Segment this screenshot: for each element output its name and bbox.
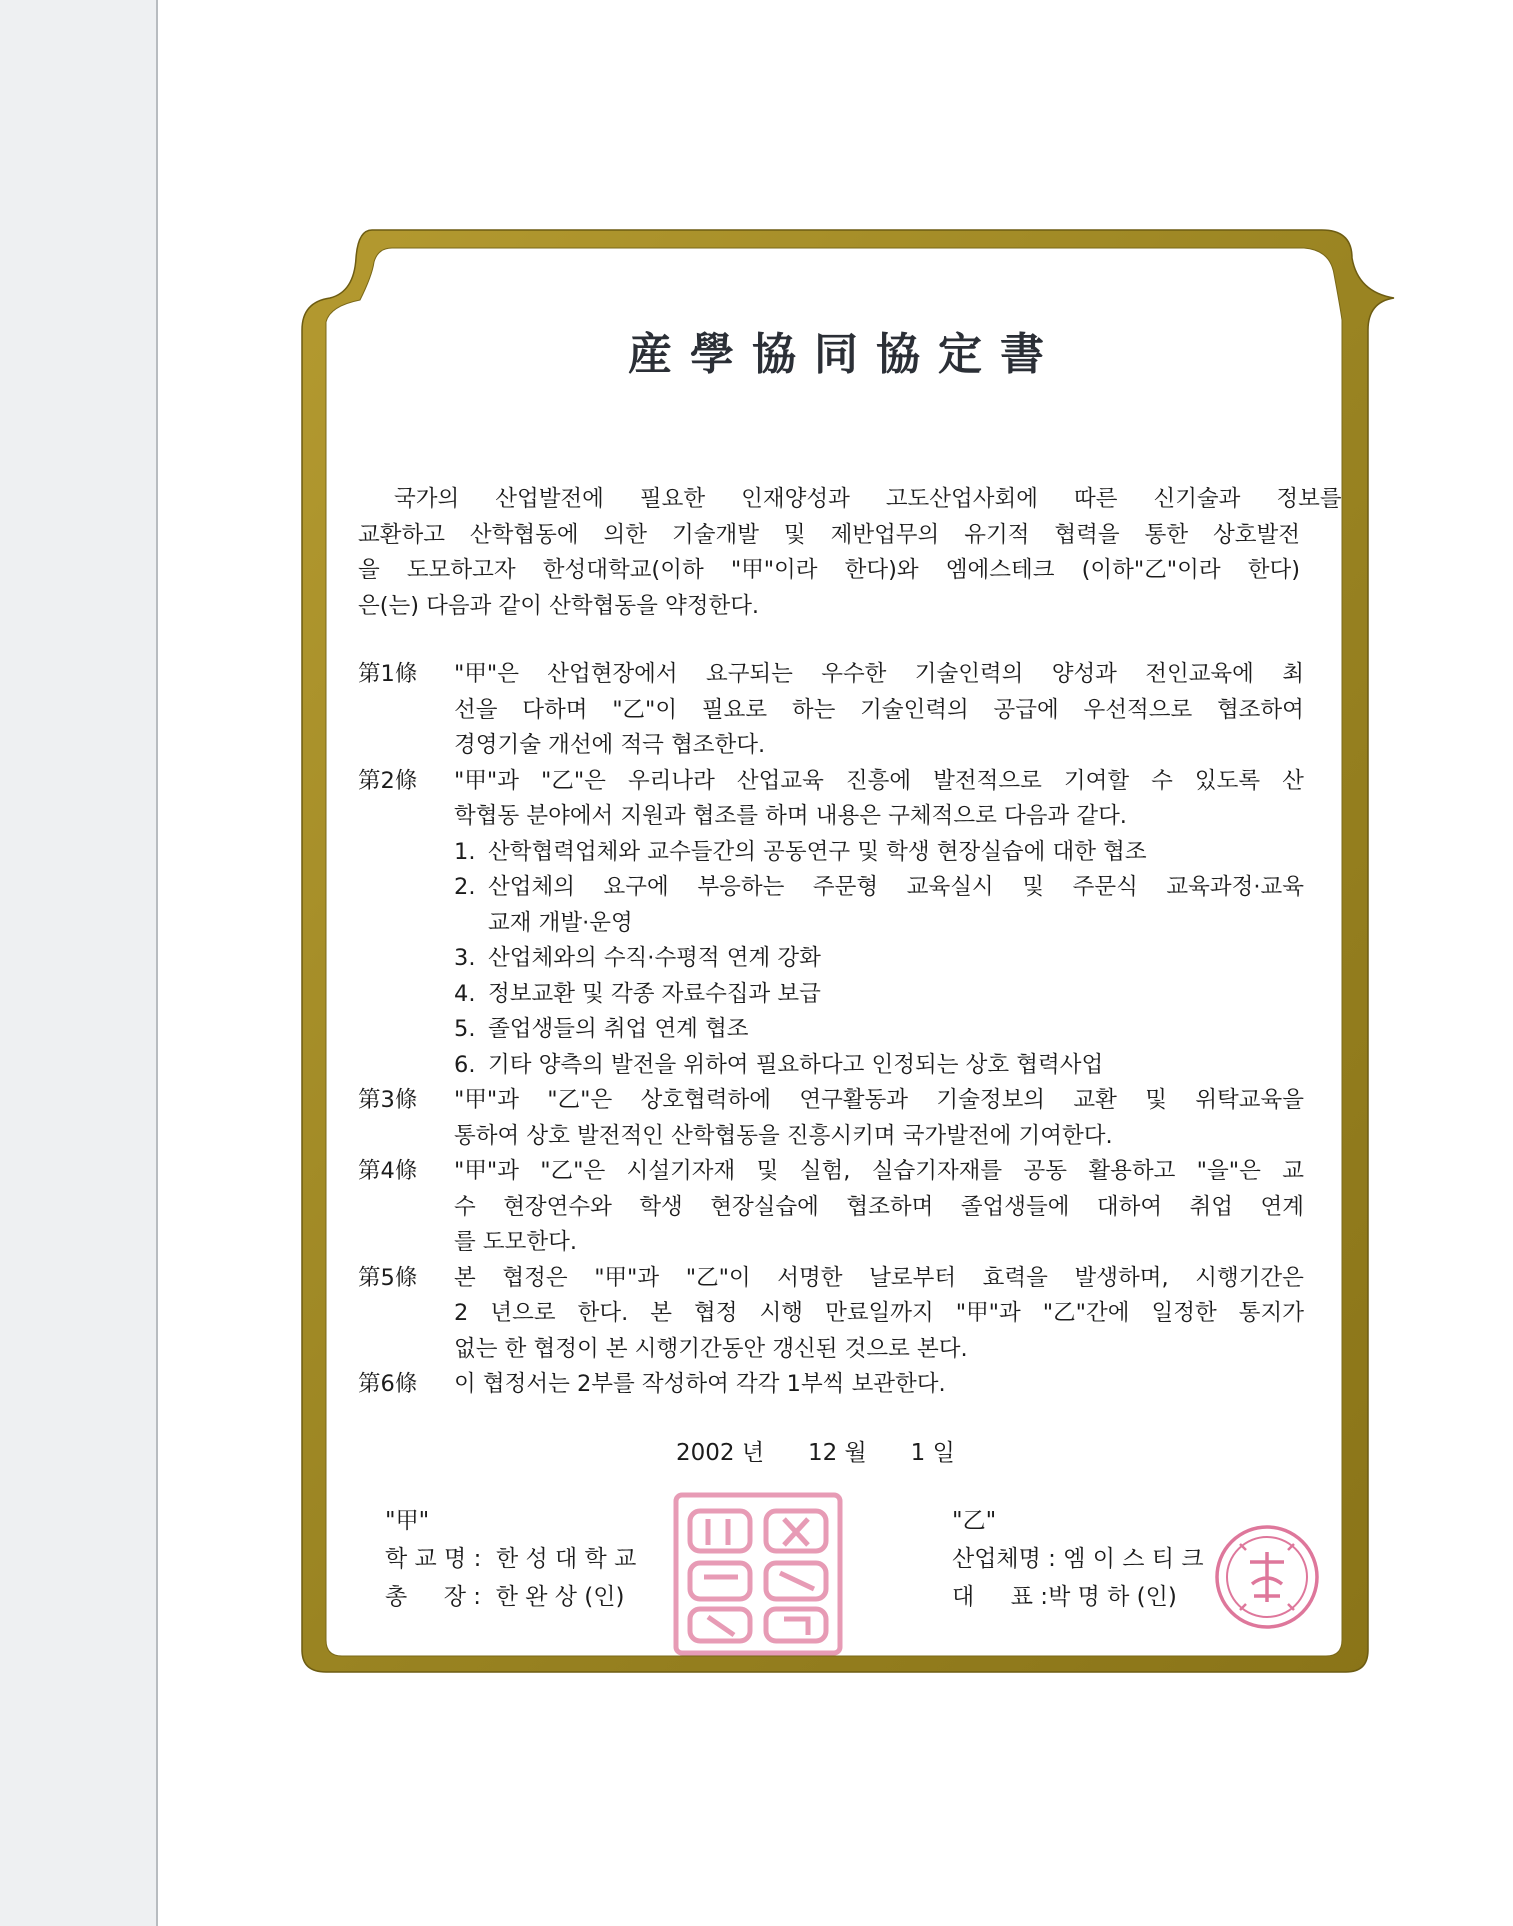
article-line: 본 협정은 "甲"과 "乙"이 서명한 날로부터 효력을 발생하며, 시행기간은	[454, 1264, 1304, 1291]
party-a-rep-label: 총 장 :	[385, 1584, 482, 1610]
party-b-name-row	[952, 1540, 1204, 1578]
article-2	[358, 764, 1304, 1084]
party-a-name-label: 학 교 명 :	[385, 1546, 482, 1572]
article-body	[454, 657, 1304, 764]
article-line: 수 현장연수와 학생 현장실습에 협조하며 졸업생들에 대하여 취업 연계	[454, 1193, 1304, 1220]
article-line: "甲"과 "乙"은 시설기자재 및 실험, 실습기자재를 공동 활용하고 "을"은 교	[454, 1158, 1304, 1184]
item-line: 졸업생들의 취업 연계 협조	[488, 1016, 749, 1042]
item-line: 산업체와의 수직·수평적 연계 강화	[488, 945, 821, 971]
intro-line: 은(는) 다음과 같이 산학협동을 약정한다.	[358, 592, 760, 619]
date-month: 12	[807, 1440, 838, 1466]
party-b-name-label: 산업체명 :	[952, 1546, 1056, 1572]
item-number: 3.	[454, 945, 476, 971]
article-body	[454, 1083, 1304, 1154]
party-b-designation: "乙"	[952, 1508, 997, 1534]
date-year: 2002	[676, 1440, 735, 1466]
article-label: 第5條	[358, 1264, 418, 1291]
party-b-signature-block	[952, 1502, 1204, 1616]
article-label: 第3條	[358, 1087, 418, 1113]
party-b-rep-row	[952, 1578, 1204, 1616]
article-label: 第2條	[358, 767, 418, 794]
list-item	[454, 1048, 1304, 1084]
item-line: 교재 개발·운영	[488, 909, 633, 936]
list-item	[454, 977, 1304, 1013]
party-a-name-row	[385, 1540, 636, 1578]
article-6	[358, 1367, 1304, 1403]
party-a-rep-value: 한 완 상 (인)	[495, 1584, 625, 1610]
date-day-unit: 일	[932, 1440, 955, 1466]
article-list	[358, 657, 1304, 1403]
intro-line: 교환하고 산학협동에 의한 기술개발 및 제반업무의 유기적 협력을 통한 상호발전	[358, 521, 1300, 548]
list-item	[454, 1012, 1304, 1048]
item-line: 정보교환 및 각종 자료수집과 보급	[488, 980, 821, 1007]
agreement-date	[676, 1434, 955, 1467]
date-year-unit: 년	[741, 1440, 765, 1466]
article-line: 학협동 분야에서 지원과 협조를 하며 내용은 구체적으로 다음과 같다.	[454, 803, 1127, 829]
item-line: 기타 양측의 발전을 위하여 필요하다고 인정되는 상호 협력사업	[488, 1051, 1104, 1078]
article-3	[358, 1083, 1304, 1154]
item-line: 산업체의 요구에 부응하는 주문형 교육실시 및 주문식 교육과정·교육	[488, 874, 1304, 900]
article-line: "甲"은 산업현장에서 요구되는 우수한 기술인력의 양성과 전인교육에 최	[454, 661, 1304, 687]
article-line: 2 년으로 한다. 본 협정 시행 만료일까지 "甲"과 "乙"간에 일정한 통지가	[454, 1300, 1304, 1326]
party-b-rep-label: 대 표 :	[952, 1584, 1049, 1610]
article-1	[358, 657, 1304, 764]
item-number: 4.	[454, 980, 476, 1007]
article-body	[454, 764, 1304, 1084]
article-line: 를 도모한다.	[454, 1229, 577, 1255]
party-a-rep-row	[385, 1578, 636, 1616]
item-number: 1.	[454, 838, 476, 865]
party-a-name-value: 한 성 대 학 교	[495, 1546, 637, 1572]
article-label: 第4條	[358, 1158, 418, 1184]
list-item	[454, 941, 1304, 977]
intro-line: 을 도모하고자 한성대학교(이하 "甲"이라 한다)와 엠에스테크 (이하"乙"이라 한다)	[358, 557, 1300, 583]
article-item-list	[454, 835, 1304, 1084]
article-line: "甲"과 "乙"은 우리나라 산업교육 진흥에 발전적으로 기여할 수 있도록 산	[454, 767, 1304, 794]
intro-line: 국가의 산업발전에 필요한 인재양성과 고도산업사회에 따른 신기술과 정보를	[394, 486, 1342, 512]
article-body	[454, 1367, 1304, 1403]
article-5	[358, 1261, 1304, 1368]
item-line: 산학협력업체와 교수들간의 공동연구 및 학생 현장실습에 대한 협조	[488, 838, 1147, 865]
date-month-unit: 월	[844, 1440, 867, 1466]
item-number: 6.	[454, 1051, 476, 1078]
article-line: 통하여 상호 발전적인 산학협동을 진흥시키며 국가발전에 기여한다.	[454, 1122, 1113, 1149]
seal-square-icon	[668, 1489, 848, 1659]
article-label: 第6條	[358, 1371, 418, 1397]
party-a-designation: "甲"	[385, 1508, 430, 1534]
article-line: 이 협정서는 2부를 작성하여 각각 1부씩 보관한다.	[454, 1371, 946, 1397]
article-line: 없는 한 협정이 본 시행기간동안 갱신된 것으로 본다.	[454, 1335, 968, 1362]
date-day: 1	[910, 1440, 926, 1466]
article-line: 선을 다하며 "乙"이 필요로 하는 기술인력의 공급에 우선적으로 협조하여	[454, 696, 1304, 723]
party-a-signature-block	[385, 1502, 636, 1616]
article-line: 경영기술 개선에 적극 협조한다.	[454, 732, 766, 758]
article-body	[454, 1154, 1304, 1261]
article-label: 第1條	[358, 661, 418, 687]
list-item	[454, 870, 1304, 941]
document-title: 産學協同協定書	[628, 329, 1062, 380]
article-line: "甲"과 "乙"은 상호협력하에 연구활동과 기술정보의 교환 및 위탁교육을	[454, 1087, 1304, 1113]
article-body	[454, 1261, 1304, 1368]
party-b-rep-value: 박 명 하 (인)	[1048, 1584, 1177, 1610]
intro-paragraph	[358, 482, 1342, 624]
item-number: 2.	[454, 874, 476, 900]
article-4	[358, 1154, 1304, 1261]
list-item	[454, 835, 1304, 871]
seal-round-icon	[1212, 1522, 1322, 1632]
party-b-name-value: 엠 이 스 티 크	[1063, 1546, 1204, 1572]
item-number: 5.	[454, 1016, 476, 1042]
